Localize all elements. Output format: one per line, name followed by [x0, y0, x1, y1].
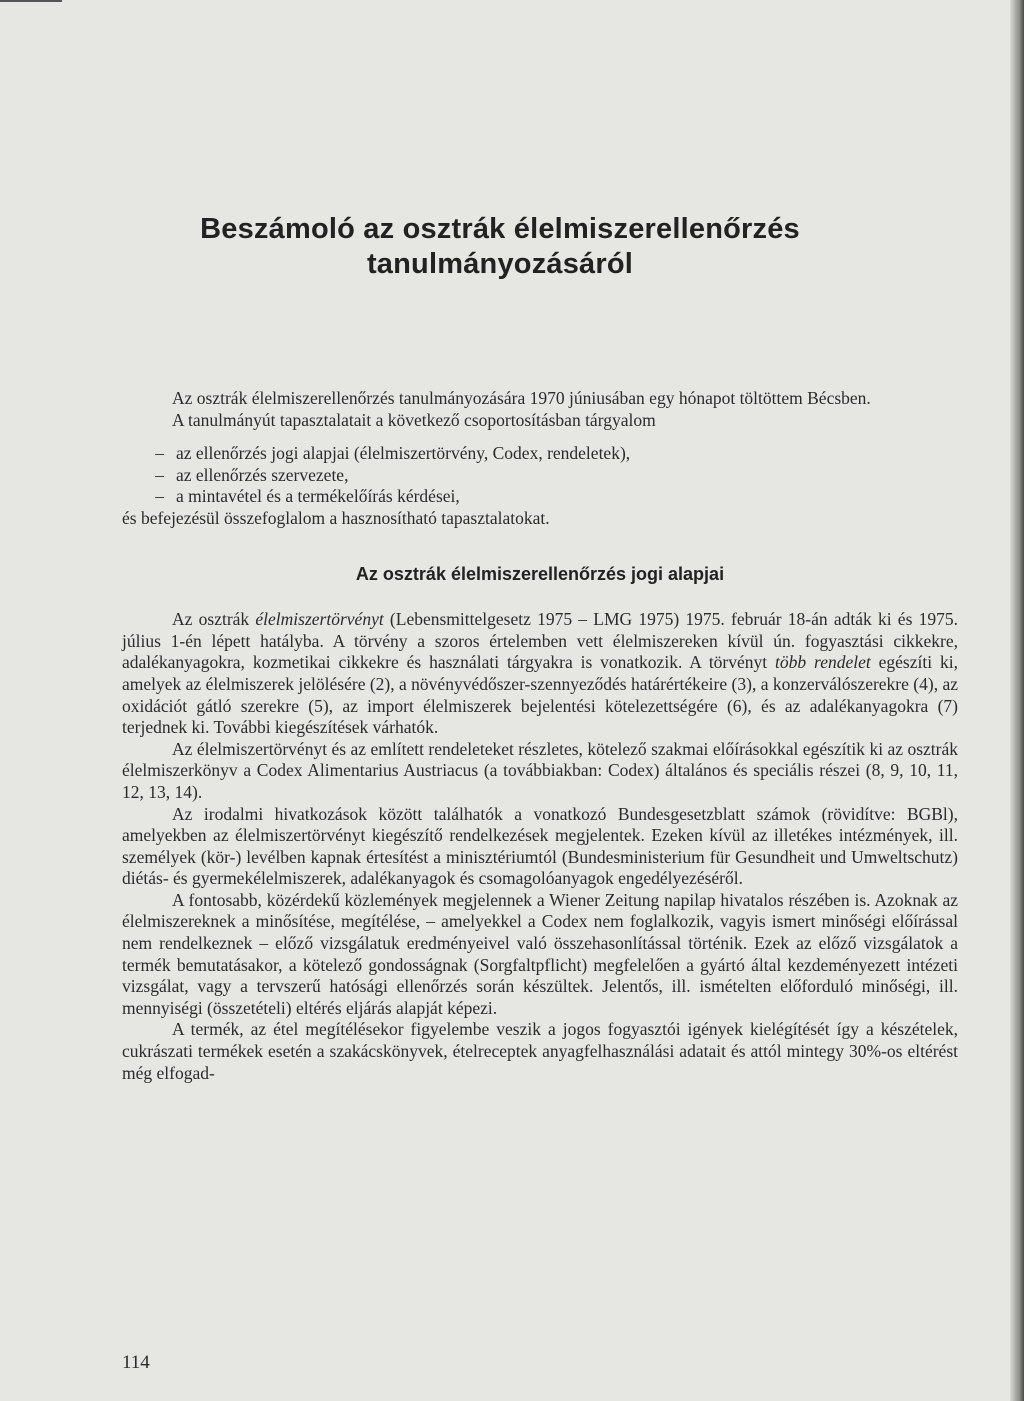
section-paragraph-5: A termék, az étel megítélésekor figyelembe veszik a jogos fogyasztói igények kielégítését így a készételek, cukrászati termékek esetén a szakácskönyvek, ételreceptek anyagfelhasználási adatait és attól mintegy 30%-os eltérést még elfogad-	[122, 1019, 958, 1083]
topic-list	[122, 443, 958, 508]
page-edge-mark	[0, 0, 62, 2]
intro-outline-lead: A tanulmányút tapasztalatait a következő csoportosításban tárgyalom	[172, 409, 656, 430]
list-item: – az ellenőrzés szervezete,	[122, 465, 958, 487]
text-run: egészíti ki, amelyek az élelmiszerek jelölésére (2), a növényvédőszer-szennyeződés határértékeire (3), a konzerválószerekre (4), az oxidációt gátló szerekre (5), az import élelmiszerek bejelentési kötelezettségére (6), és az adalékanyagokra (7) terjednek ki. További kiegészítések várhatók.	[122, 652, 958, 738]
section-paragraph-4: A fontosabb, közérdekű közlemények megjelennek a Wiener Zeitung napilap hivatalos részében is. Azoknak az élelmiszereknek a minősítése, megítélése, – amelyekkel a Codex nem foglalkozik, vagyis ismert minőségi előírással nem rendelkeznek – előző vizsgálatuk eredményeivel való összehasonlítással történik. Ezek az előző vizsgálatok a termék bemutatásakor, a kötelező gondosságnak (Sorgfaltpflicht) megfelelően a gyártó által kezdeményezett intézeti vizsgálat, vagy a tervszerű hatósági ellenőrzés során készültek. Jelentős, ill. ismételten előforduló minőségi, ill. mennyiségi (összetételi) eltérés eljárás alapját képezi.	[122, 889, 958, 1018]
title-line-1: Beszámoló az osztrák élelmiszerellenőrzés	[200, 213, 800, 245]
page-binding-shadow	[1010, 0, 1024, 1401]
article-body	[122, 388, 958, 1084]
page-number: 114	[122, 1352, 150, 1373]
section-paragraph-2: Az élelmiszertörvényt és az említett rendeleteket részletes, kötelező szakmai előírásokkal egészítik ki az osztrák élelmiszerkönyv a Codex Alimentarius Austriacus (a továbbiakban: Codex) általános és speciális részei (8, 9, 10, 11, 12, 13, 14).	[122, 738, 958, 802]
page-title	[150, 212, 850, 282]
emphasis-text: több rendelet	[775, 652, 871, 673]
list-item: – a mintavétel és a termékelőírás kérdései,	[122, 486, 958, 508]
section-paragraph-3: Az irodalmi hivatkozások között találhatók a vonatkozó Bundesgesetzblatt számok (rövidítve: BGBl), amelyekben az élelmiszertörvényt kiegészítő rendelkezések megjelentek. Ezeken kívül az illetékes intézmények, ill. személyek (kör-) levélben kapnak értesítést a minisztériumtól (Bundesministerium für Gesundheit und Umweltschutz) diétás- és gyermekélelmiszerek, adalékanyagok és csomagolóanyagok engedélyezéséről.	[122, 803, 958, 889]
emphasis-text: élelmiszertörvényt	[255, 609, 384, 630]
section-heading: Az osztrák élelmiszerellenőrzés jogi alapjai	[355, 563, 725, 584]
section-paragraph-1	[122, 609, 958, 739]
title-line-2: tanulmányozásáról	[366, 248, 634, 280]
text-run: (Lebensmittelgesetz 1975 – LMG 1975) 1975. február 18-án adták ki és 1975. július 1-én lépett hatályba. A törvény a szoros értelemben vett élelmiszereken kívül ún. fogyasztási cikkekre, adalékanyagokra, kozmetikai cikkekre és használati tárgyakra is vonatkozik. A törvényt	[122, 609, 958, 673]
list-item: – az ellenőrzés jogi alapjai (élelmiszertörvény, Codex, rendeletek),	[122, 443, 958, 465]
intro-closing: és befejezésül összefoglalom a hasznosítható tapasztalatokat.	[122, 507, 550, 528]
text-run: Az osztrák	[172, 609, 256, 630]
intro-paragraph: Az osztrák élelmiszerellenőrzés tanulmányozására 1970 júniusában egy hónapot töltöttem Bécsben.	[172, 388, 871, 408]
